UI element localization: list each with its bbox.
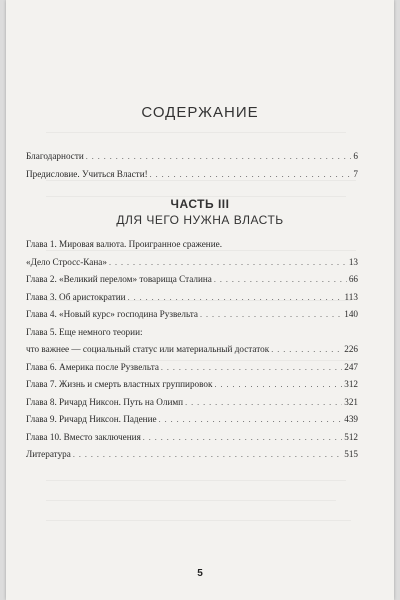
toc-entry-title: Глава 2. «Великий перелом» товарища Сталина (26, 274, 212, 284)
leader-dots (185, 394, 342, 412)
toc-entry (26, 394, 358, 412)
toc-entry (26, 341, 358, 359)
toc-entry-title: Глава 1. Мировая валюта. Проигранное сражение. (26, 239, 223, 249)
toc-entry-title: Глава 6. Америка после Рузвельта (26, 361, 159, 372)
toc-entry-page: 439 (344, 414, 358, 424)
toc-entry (26, 254, 358, 272)
toc-entry-title: Благодарности (26, 151, 84, 161)
toc-entry-page: 7 (353, 168, 358, 179)
toc-entry-title: что важнее — социальный статус или материальный достаток (26, 344, 270, 354)
book-page (6, 0, 394, 600)
toc-entry-title: Глава 5. Еще немного теории: (26, 326, 143, 337)
chapter-list (26, 236, 358, 464)
toc-entry-title: Литература (26, 449, 71, 459)
contents-heading: СОДЕРЖАНИЕ (141, 104, 259, 121)
toc-entry-title: Глава 4. «Новый курс» господина Рузвельта (26, 309, 198, 319)
front-matter-list (26, 148, 358, 183)
leader-dots (159, 411, 343, 429)
toc-entry (26, 271, 358, 289)
toc-entry (26, 148, 358, 166)
toc-entry-page: 140 (344, 309, 358, 319)
toc-entry-title: Глава 10. Вместо заключения (26, 431, 141, 442)
toc-entry-page: 312 (344, 379, 358, 389)
toc-entry-title: Глава 7. Жизнь и смерть властных группировок (26, 379, 213, 389)
leader-dots (214, 376, 342, 394)
leader-dots (150, 166, 352, 184)
toc-entry-page: 226 (344, 344, 358, 354)
leader-dots (73, 446, 342, 464)
toc-entry-title: Глава 9. Ричард Никсон. Падение (26, 414, 157, 424)
toc-entry (26, 411, 358, 429)
toc-entry-page: 13 (348, 256, 358, 267)
part-title: ЧАСТЬ III (170, 197, 230, 211)
toc-entry-page: 515 (344, 449, 358, 459)
toc-entry-page: 66 (348, 274, 358, 284)
leader-dots (143, 429, 342, 447)
toc-entry-page: 6 (353, 151, 358, 161)
part-subtitle: ДЛЯ ЧЕГО НУЖНА ВЛАСТЬ (116, 213, 284, 227)
toc-entry-title: «Дело Стросс-Кана» (26, 256, 107, 267)
toc-entry (26, 376, 358, 394)
toc-entry (26, 446, 358, 464)
toc-entry (26, 324, 358, 342)
toc-entry-title: Предисловие. Учиться Власти! (26, 168, 148, 179)
toc-entry-title: Глава 3. Об аристократии (26, 291, 126, 302)
toc-entry (26, 236, 358, 254)
leader-dots (200, 306, 342, 324)
toc-entry-page: 512 (344, 431, 358, 442)
toc-entry-title: Глава 8. Ричард Никсон. Путь на Олимп (26, 396, 184, 407)
toc-entry (26, 359, 358, 377)
toc-entry (26, 166, 358, 184)
leader-dots (128, 289, 343, 307)
toc-entry-page: 247 (344, 361, 358, 372)
toc-entry-page: 321 (344, 396, 358, 407)
toc-entry-page: 113 (344, 291, 358, 302)
leader-dots (109, 254, 347, 272)
page-number: 5 (197, 568, 203, 579)
leader-dots (271, 341, 342, 359)
leader-dots (214, 271, 347, 289)
leader-dots (161, 359, 342, 377)
toc-entry (26, 429, 358, 447)
toc-entry (26, 306, 358, 324)
toc-entry (26, 289, 358, 307)
leader-dots (86, 148, 352, 166)
